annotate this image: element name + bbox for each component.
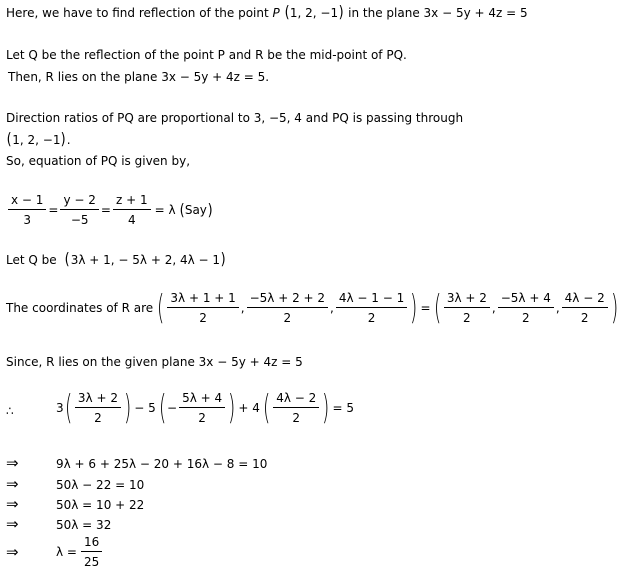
step-line: 50λ − 22 = 10 — [56, 478, 145, 492]
q-coordinates: 3λ + 1, − 5λ + 2, 4λ − 1 — [70, 253, 221, 267]
plane-text: in the plane 3x − 5y + 4z = 5 — [348, 6, 528, 20]
substituted-equation: 3 ( 3λ + 2 2 ) − 5 ( − $\frac{5\lambda + 4}{2}$ ) + 4 ( 4λ − 2 2 ) = 5 — [56, 388, 355, 428]
fraction-y: $\frac{y - 2}{-5}$ — [60, 193, 98, 227]
statement-text: Here, we have to find reflection of the point — [6, 6, 269, 20]
implies-icon: ⇒ — [6, 543, 19, 561]
implies-icon: ⇒ — [6, 515, 19, 533]
line-equation: $\frac{x - 1}{3}$ = $\frac{y - 2}{-5}$ = $\frac{z + 1}{4}$ = λ ( Say ) — [6, 193, 213, 227]
equation-intro-line: So, equation of PQ is given by, — [6, 154, 191, 168]
implies-icon: ⇒ — [6, 475, 19, 493]
plane-substitution-line: Since, R lies on the given plane 3x − 5y + 4z = 5 — [6, 355, 303, 369]
point-line: (1, 2, −1). — [6, 129, 71, 148]
point-label: P — [272, 6, 280, 20]
problem-statement-line: Here, we have to find reflection of the point P (1, 2, −1) in the plane 3x − 5y + 4z = 5 — [6, 2, 528, 21]
implies-icon: ⇒ — [6, 454, 19, 472]
point-coordinates: 1, 2, −1 — [289, 6, 339, 20]
fraction-x: $\frac{x - 1}{3}$ — [8, 193, 46, 227]
coordinates-of-r: The coordinates of R are ( 3λ + 1 + 1 2 , −5λ + 2 + 2 2 , 4λ − 1 − 1 2 ) = ( 3λ + 2 2 , −5λ + 4 2 , 4λ − 2 2 ) — [6, 288, 619, 328]
step-line: 50λ = 10 + 22 — [56, 498, 145, 512]
point-coordinates: 1, 2, −1 — [12, 133, 61, 147]
point-q-line: Let Q be (3λ + 1, − 5λ + 2, 4λ − 1) — [6, 249, 226, 268]
step-line: 9λ + 6 + 25λ − 20 + 16λ − 8 = 10 — [56, 457, 268, 471]
implies-icon: ⇒ — [6, 495, 19, 513]
therefore-symbol: ∴ — [6, 404, 14, 418]
final-result: λ = $\frac{16}{25}$ — [56, 535, 104, 569]
direction-ratios-line: Direction ratios of PQ are proportional to 3, −5, 4 and PQ is passing through — [6, 111, 464, 125]
midpoint-line: Then, R lies on the plane 3x − 5y + 4z = 5. — [8, 70, 270, 84]
definition-line: Let Q be the reflection of the point P and R be the mid-point of PQ. — [6, 48, 407, 62]
fraction-z: $\frac{z + 1}{4}$ — [113, 193, 151, 227]
step-line: 50λ = 32 — [56, 518, 112, 532]
